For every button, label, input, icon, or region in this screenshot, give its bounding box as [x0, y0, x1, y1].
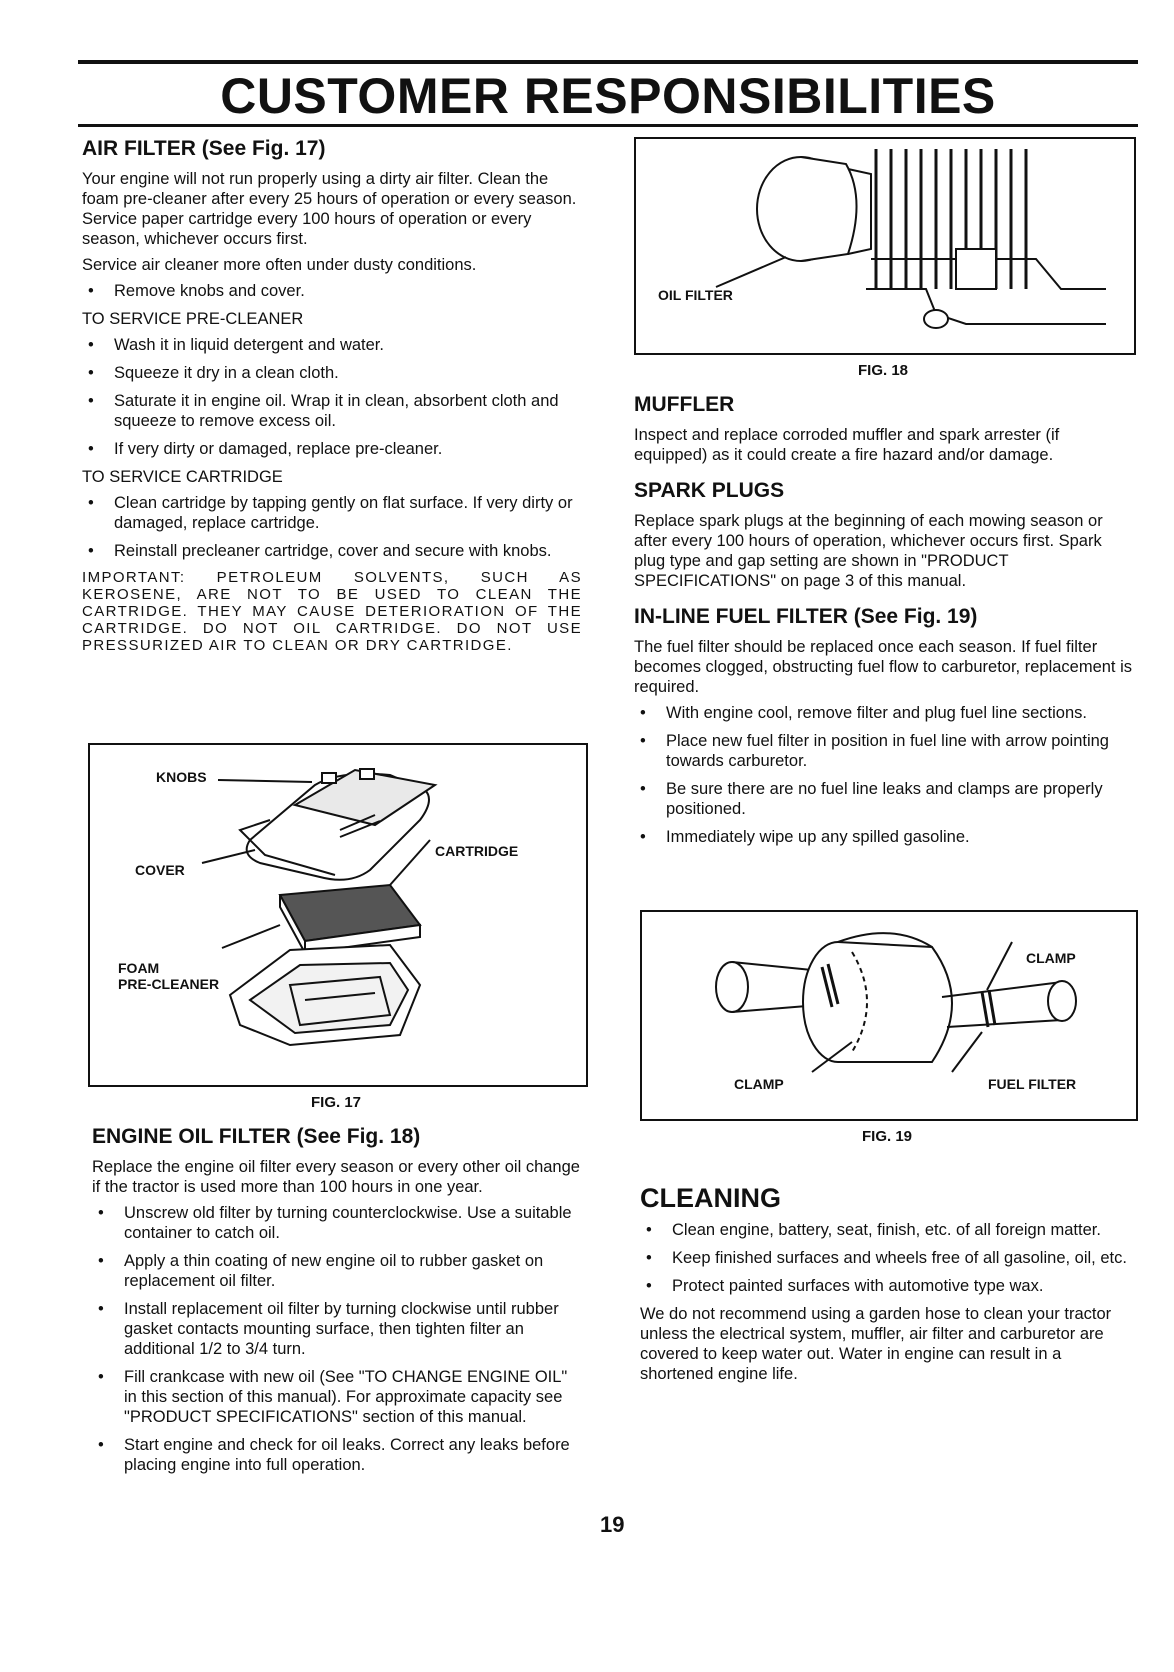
list-item: • Start engine and check for oil leaks. Correct any leaks before placing engine into full operation.: [92, 1435, 584, 1475]
oil-filter-engine-illustration: [636, 139, 1134, 353]
pre-cleaner-subheading: TO SERVICE PRE-CLEANER: [82, 310, 304, 328]
list-item: • Install replacement oil filter by turning clockwise until rubber gasket contacts mounting surface, then tighten filter an additional 1/2 to 3/4 turn.: [92, 1299, 584, 1359]
list-item: • Wash it in liquid detergent and water.: [82, 335, 582, 355]
fuel-filter-list: [634, 703, 1134, 847]
list-item: • Immediately wipe up any spilled gasoline.: [634, 827, 1134, 847]
pre-cleaner-label: PRE-CLEANER: [118, 976, 220, 992]
cartridge-list: [82, 493, 582, 561]
cleaning-list: [640, 1220, 1134, 1296]
list-item: • Protect painted surfaces with automotive type wax.: [640, 1276, 1134, 1296]
knobs-label: KNOBS: [156, 769, 207, 785]
air-cleaner-exploded-illustration: [90, 745, 586, 1085]
list-item: • Reinstall precleaner cartridge, cover and secure with knobs.: [82, 541, 582, 561]
air-filter-intro: Your engine will not run properly using a dirty air filter. Clean the foam pre-cleaner after every 25 hours of operation or every season. Service paper cartridge every 100 hours of operation or every season, whichever occurs first.: [82, 170, 577, 248]
muffler-heading: MUFFLER: [634, 393, 735, 416]
foam-label: FOAM: [118, 960, 160, 976]
list-item: • If very dirty or damaged, replace pre-cleaner.: [82, 439, 582, 459]
list-item: • Keep finished surfaces and wheels free of all gasoline, oil, etc.: [640, 1248, 1134, 1268]
list-item: • Fill crankcase with new oil (See "TO CHANGE ENGINE OIL" in this section of this manual). For approximate capacity see "PRODUCT SPECIFICATIONS" section of this manual.: [92, 1367, 584, 1427]
spark-plugs-heading: SPARK PLUGS: [634, 479, 785, 502]
list-item: • Place new fuel filter in position in fuel line with arrow pointing towards carburetor.: [634, 731, 1134, 771]
cleaning-heading: CLEANING: [640, 1183, 781, 1213]
cover-label: COVER: [135, 862, 185, 878]
fig18-caption: FIG. 18: [857, 362, 909, 379]
right-column-text: [634, 393, 1134, 855]
top-rule: [78, 60, 1138, 64]
fig17-figure: [88, 743, 588, 1087]
page-number: 19: [600, 1512, 625, 1537]
engine-oil-list: [92, 1203, 584, 1475]
clamp-bottom-label: CLAMP: [734, 1076, 784, 1092]
cartridge-label: CARTRIDGE: [435, 843, 519, 859]
important-warning: IMPORTANT: PETROLEUM SOLVENTS, SUCH AS KEROSENE, ARE NOT TO BE USED TO CLEAN THE CARTRIDGE. THEY MAY CAUSE DETERIORATION OF THE CARTRIDGE. DO NOT OIL CARTRIDGE. DO NOT USE PRESSURIZED AIR TO CLEAN OR DRY CARTRIDGE.: [82, 569, 582, 654]
list-item: • Squeeze it dry in a clean cloth.: [82, 363, 582, 383]
list-item: • Remove knobs and cover.: [82, 281, 582, 301]
list-item: • Clean engine, battery, seat, finish, etc. of all foreign matter.: [640, 1220, 1134, 1240]
engine-oil-heading: ENGINE OIL FILTER (See Fig. 18): [92, 1125, 421, 1148]
fig19-caption: FIG. 19: [861, 1128, 913, 1145]
engine-oil-intro: Replace the engine oil filter every season or every other oil change if the tractor is used more than 100 hours in one year.: [92, 1158, 580, 1196]
cleaning-section: [640, 1183, 1134, 1390]
air-filter-section: [82, 137, 582, 654]
pre-cleaner-list: [82, 335, 582, 459]
air-filter-heading: AIR FILTER (See Fig. 17): [82, 137, 326, 160]
muffler-text: Inspect and replace corroded muffler and spark arrester (if equipped) as it could create a fire hazard and/or damage.: [634, 426, 1060, 464]
spark-plugs-text: Replace spark plugs at the beginning of each mowing season or after every 100 hours of operation, whichever occurs first. Spark plug type and gap setting are shown in "PRODUCT SPECIFICATIONS" on page 3 of this manual.: [634, 512, 1103, 590]
list-item: • Be sure there are no fuel line leaks and clamps are properly positioned.: [634, 779, 1134, 819]
title-underline: [78, 124, 1138, 127]
list-item: • Saturate it in engine oil. Wrap it in clean, absorbent cloth and squeeze to remove excess oil.: [82, 391, 582, 431]
list-item: • Unscrew old filter by turning counterclockwise. Use a suitable container to catch oil.: [92, 1203, 584, 1243]
engine-oil-filter-section: [92, 1125, 584, 1483]
page-title: CUSTOMER RESPONSIBILITIES: [220, 68, 996, 124]
list-item: • Clean cartridge by tapping gently on flat surface. If very dirty or damaged, replace cartridge.: [82, 493, 582, 533]
clamp-top-label: CLAMP: [1026, 950, 1076, 966]
cartridge-subheading: TO SERVICE CARTRIDGE: [82, 468, 283, 486]
fig17-caption: FIG. 17: [310, 1094, 362, 1111]
oil-filter-label: OIL FILTER: [658, 287, 733, 303]
fig19-figure: [640, 910, 1138, 1121]
list-item: • Apply a thin coating of new engine oil to rubber gasket on replacement oil filter.: [92, 1251, 584, 1291]
air-filter-dusty-note: Service air cleaner more often under dusty conditions.: [82, 256, 477, 274]
fuel-filter-heading: IN-LINE FUEL FILTER (See Fig. 19): [634, 605, 978, 628]
list-item: • With engine cool, remove filter and plug fuel line sections.: [634, 703, 1134, 723]
fuel-filter-text: The fuel filter should be replaced once each season. If fuel filter becomes clogged, obstructing fuel flow to carburetor, replacement is required.: [634, 638, 1133, 696]
fuel-filter-label: FUEL FILTER: [988, 1076, 1077, 1092]
fig18-figure: [634, 137, 1136, 355]
cleaning-text: We do not recommend using a garden hose to clean your tractor unless the electrical system, muffler, air filter and carburetor are covered to keep water out. Water in engine can result in a shortened engine life.: [640, 1305, 1112, 1383]
air-filter-remove-list: [82, 281, 582, 301]
